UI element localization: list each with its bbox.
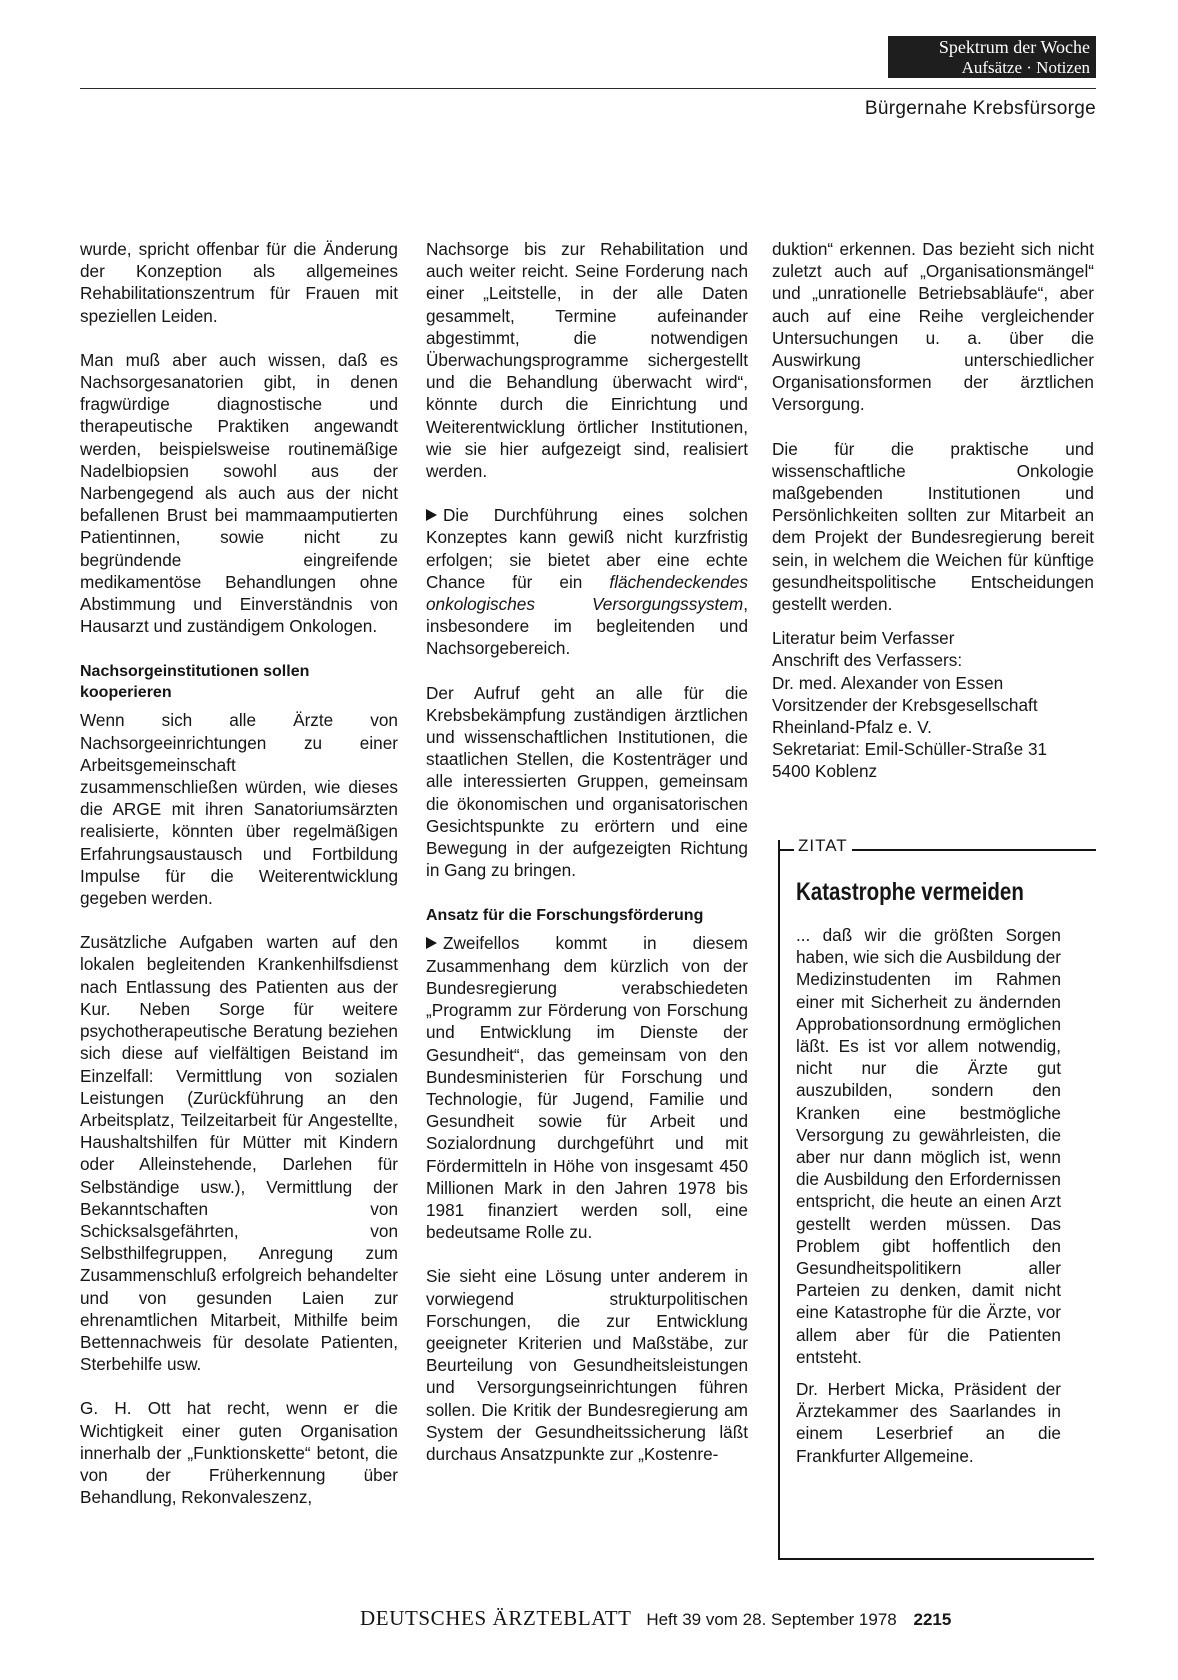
paragraph: Man muß aber auch wissen, daß es Nachsorgesanatorien gibt, in denen fragwürdige diagnostische und therapeutische Praktiken angewandt werden, beispielsweise routinemäßige Nadelbiopsien sowohl aus der Narbengegend als auch aus der nicht befallenen Brust bei mammaamputierten Patientinnen, sowie nicht zu begründende eingreifende medikamentöse Behandlungen ohne Abstimmung und Einverständnis von Hausarzt und zuständigem Onkologen.: [80, 349, 398, 637]
masthead-line-2: Aufsätze · Notizen: [961, 58, 1090, 77]
quote-title: Katastrophe vermeiden: [796, 878, 1024, 906]
column-3: [772, 238, 1094, 783]
bullet-triangle-icon: [426, 937, 437, 949]
page-footer: [360, 1606, 951, 1631]
section-heading: Ansatz für die Forschungsförderung: [426, 907, 704, 925]
page-number: 2215: [913, 1610, 952, 1629]
masthead-line-1: Spektrum der Woche: [938, 37, 1090, 57]
quote-body: [796, 924, 1061, 1467]
paragraph: Der Aufruf geht an alle für die Krebsbekämpfung zuständigen ärztlichen und wissenschaftlichen Institutionen, die staatlichen Stellen, die Kostenträger und alle interessierten Gruppen, gemeinsam die ökonomischen und organisatorischen Gesichtspunkte zu erörtern und eine Bewegung in der aufgezeigten Richtung in Gang zu bringen.: [426, 682, 748, 881]
paragraph-text: Die Durchführung eines solchen Konzeptes kann gewiß nicht kurzfristig erfolgen; sie bietet aber eine echte Chance für ein: [426, 505, 748, 592]
paragraph: Zusätzliche Aufgaben warten auf den lokalen begleitenden Krankenhilfsdienst nach Entlassung des Patienten aus der Kur. Neben Sorge für weitere psychotherapeutische Beratung beziehen sich diese auf vielfältigen Beistand im Einzelfall: Vermittlung von sozialen Leistungen (Zurückführung an den Arbeitsplatz, Teilzeitarbeit für Angestellte, Haushaltshilfen für Mütter mit Kindern oder Alleinstehende, Darlehen für Selbständige usw.), Vermittlung der Bekanntschaften von Schicksalsgefährten, von Selbsthilfegruppen, Anregung zum Zusammenschluß erfolgreich behandelter und von gesunden Laien zur ehrenamtlichen Mitarbeit, Mithilfe beim Bettennachweis für desolate Patienten, Sterbehilfe usw.: [80, 932, 398, 1375]
bullet-triangle-icon: [426, 509, 437, 521]
paragraph-text: Zweifellos kommt in diesem Zusammenhang dem kürzlich von der Bundesregierung verabschiedeten „Programm zur Förderung von Forschung und Entwicklung im Dienste der Gesundheit“, das gemeinsam von den Bundesministerien für Forschung und Technologie, für Jugend, Familie und Gesundheit sowie für Arbeit und Sozialordnung durchgeführt und mit Fördermitteln in Höhe von insgesamt 450 Millionen Mark in den Jahren 1978 bis 1981 finanziert werden soll, eine bedeutsame Rolle zu.: [426, 933, 748, 1243]
quote-label: ZITAT: [794, 836, 852, 856]
paragraph: Sie sieht eine Lösung unter anderem in vorwiegend strukturpolitischen Forschungen, die zur Entwicklung geeigneter Kriterien und Maßstäbe, zur Beurteilung von Gesundheitsleistungen und Versorgungseinrichtungen führen sollen. Die Kritik der Bundesregierung am System der Gesundheitssicherung läßt durchaus Ansatzpunkte zur „Kostenre-: [426, 1266, 748, 1464]
running-title: Bürgernahe Krebsfürsorge: [864, 98, 1096, 119]
header-rule: [80, 88, 1096, 89]
section-heading: Nachsorgeinstitutionen sollen kooperieren: [80, 663, 310, 702]
paragraph: Nachsorge bis zur Rehabilitation und auch weiter reicht. Seine Forderung nach einer „Leitstelle, in der alle Daten gesammelt, Termine aufeinander abgestimmt, die notwendigen Überwachungsprogramme sichergestellt und die Behandlung überwacht wird“, könnte durch die Einrichtung und Weiterentwicklung örtlicher Institutionen, wie sie hier aufgezeigt sind, realisiert werden.: [426, 239, 748, 482]
paragraph: [426, 932, 748, 1243]
paragraph: duktion“ erkennen. Das bezieht sich nicht zuletzt auch auf „Organisationsmängel“ und „unrationelle Betriebsabläufe“, aber auch auf eine Reihe vergleichender Untersuchungen u. a. über die Auswirkung unterschiedlicher Organisationsformen der ärztlichen Versorgung.: [772, 239, 1094, 415]
issue-info: Heft 39 vom 28. September 1978: [646, 1610, 897, 1629]
paragraph: wurde, spricht offenbar für die Änderung der Konzeption als allgemeines Rehabilitationszentrum für Frauen mit speziellen Leiden.: [80, 239, 398, 326]
address-role: Vorsitzender der Krebsgesellschaft Rheinland-Pfalz e. V.: [772, 694, 1038, 738]
column-1: [80, 238, 398, 1508]
paragraph: Wenn sich alle Ärzte von Nachsorgeeinrichtungen zu einer Arbeitsgemeinschaft zusammenschließen würden, wie dieses die ARGE mit ihren Sanatoriumsärzten realisierte, könnten über regelmäßigen Erfahrungsaustausch und Fortbildung Impulse für die Weiterentwicklung gegeben werden.: [80, 710, 398, 909]
section-masthead: [888, 36, 1096, 78]
paragraph-text: , insbesondere im begleitenden und Nachsorgebereich.: [426, 594, 748, 659]
address-street: Sekretariat: Emil-Schüller-Straße 31: [772, 739, 1048, 760]
quote-source: Dr. Herbert Micka, Präsident der Ärztekammer des Saarlandes in einem Leserbrief an die Frankfurter Allgemeine.: [796, 1379, 1061, 1466]
address-city: 5400 Koblenz: [772, 761, 878, 782]
journal-name: DEUTSCHES ÄRZTEBLATT: [360, 1606, 632, 1630]
column-2: [426, 238, 748, 1465]
address-name: Dr. med. Alexander von Essen: [772, 672, 1004, 693]
literature-note: Literatur beim Verfasser: [772, 628, 955, 649]
address-label: Anschrift des Verfassers:: [772, 650, 963, 671]
paragraph: [426, 504, 748, 659]
paragraph: G. H. Ott hat recht, wenn er die Wichtigkeit einer guten Organisation innerhalb der „Funktionskette“ betont, die von der Früherkennung über Behandlung, Rekonvaleszenz,: [80, 1398, 398, 1508]
emphasis-text: flächendeckendes onkologisches Versorgungssystem: [426, 571, 748, 615]
quote-box: [778, 836, 1094, 1560]
paragraph: Die für die praktische und wissenschaftliche Onkologie maßgebenden Institutionen und Persönlichkeiten sollten zur Mitarbeit an dem Projekt der Bundesregierung bereit sein, in welchem die Weichen für künftige gesundheitspolitische Entscheidungen gestellt werden.: [772, 438, 1094, 615]
quote-text: ... daß wir die größten Sorgen haben, wie sich die Ausbildung der Medizinstudenten im Rahmen einer mit Sicherheit zu ändernden Approbationsordnung ermöglichen läßt. Es ist vor allem notwendig, nicht nur die Ärzte gut auszubilden, sondern den Kranken eine bestmögliche Versorgung zu gewährleisten, die aber nur dann möglich ist, wenn die Ausbildung den Erfordernissen entspricht, die heute an einen Arzt gestellt werden müssen. Das Problem gibt hoffentlich den Gesundheitspolitikern aller Parteien zu denken, damit nicht eine Katastrophe für die Ärzte, vor allem aber für die Patienten entsteht.: [796, 925, 1061, 1367]
